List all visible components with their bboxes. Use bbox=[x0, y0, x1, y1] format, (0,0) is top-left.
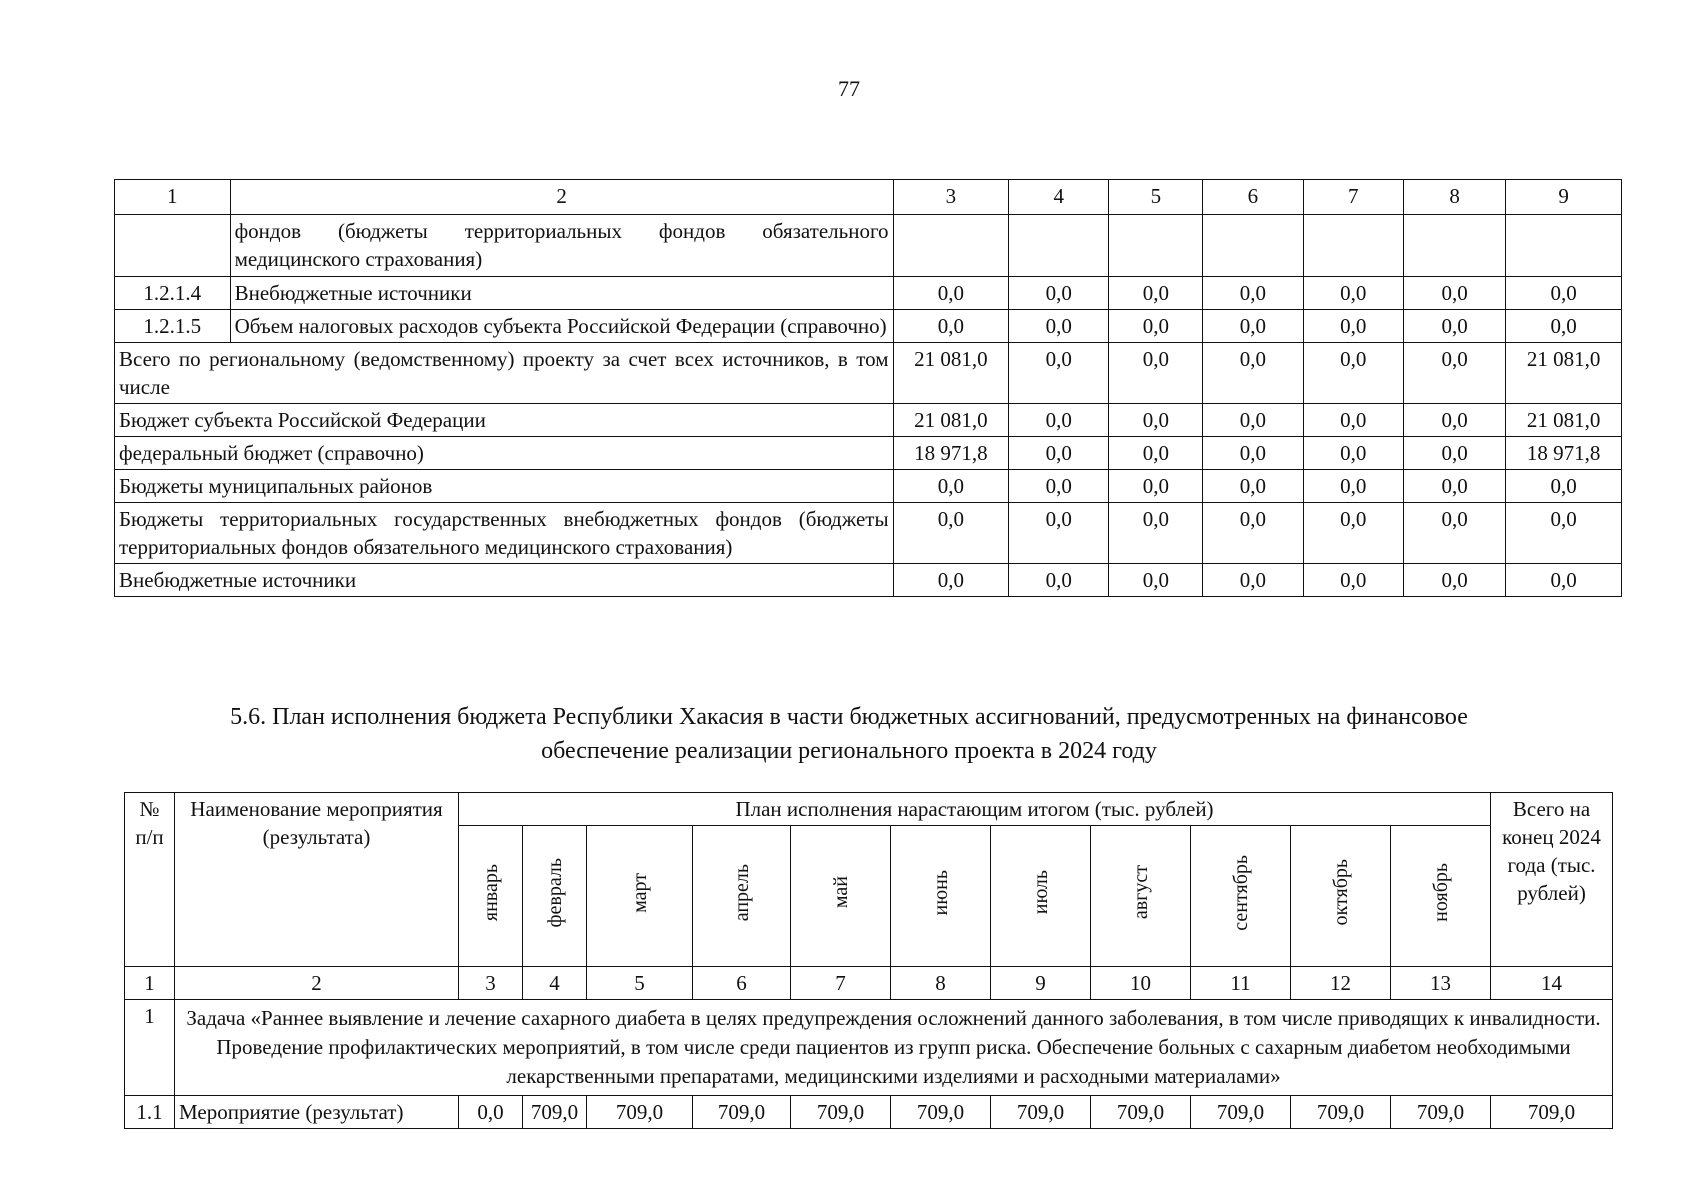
row-number: 1.2.1.4 bbox=[115, 277, 231, 310]
table-row bbox=[115, 277, 1622, 310]
total-row bbox=[115, 503, 1622, 564]
cell-value: 0,0 bbox=[1109, 470, 1203, 503]
total-row bbox=[115, 564, 1622, 597]
cell-value: 0,0 bbox=[1403, 404, 1506, 437]
cell-value: 0,0 bbox=[1009, 564, 1109, 597]
cell-value: 0,0 bbox=[1403, 470, 1506, 503]
month-header bbox=[693, 826, 791, 967]
cell-value: 0,0 bbox=[1009, 404, 1109, 437]
month-label: ноябрь bbox=[1429, 863, 1452, 922]
month-header bbox=[791, 826, 891, 967]
cell-value: 0,0 bbox=[1203, 564, 1303, 597]
month-label: март bbox=[628, 872, 651, 913]
column-number: 11 bbox=[1191, 967, 1291, 1000]
column-number: 4 bbox=[523, 967, 587, 1000]
month-header bbox=[523, 826, 587, 967]
total-row bbox=[115, 470, 1622, 503]
row-label: Объем налоговых расходов субъекта Российской Федерации (справочно) bbox=[230, 310, 893, 343]
column-number: 3 bbox=[893, 180, 1009, 215]
cell-value bbox=[1403, 215, 1506, 277]
cell-value: 0,0 bbox=[1303, 470, 1403, 503]
cell-value: 0,0 bbox=[1203, 404, 1303, 437]
cell-value: 0,0 bbox=[1403, 343, 1506, 404]
column-number: 6 bbox=[1203, 180, 1303, 215]
column-number: 4 bbox=[1009, 180, 1109, 215]
row-number: 1.2.1.5 bbox=[115, 310, 231, 343]
cell-value: 0,0 bbox=[1009, 437, 1109, 470]
cell-value: 21 081,0 bbox=[1506, 343, 1622, 404]
cell-value: 0,0 bbox=[1506, 503, 1622, 564]
total-label: Бюджет субъекта Российской Федерации bbox=[115, 404, 894, 437]
cell-value: 0,0 bbox=[1109, 503, 1203, 564]
month-header bbox=[587, 826, 693, 967]
header-number: № п/п bbox=[125, 793, 175, 967]
column-number: 7 bbox=[791, 967, 891, 1000]
cell-value: 21 081,0 bbox=[1506, 404, 1622, 437]
month-label: январь bbox=[479, 863, 502, 922]
cell-value bbox=[1203, 215, 1303, 277]
cell-value: 709,0 bbox=[891, 1096, 991, 1129]
cell-value: 0,0 bbox=[1203, 343, 1303, 404]
cell-value bbox=[1506, 215, 1622, 277]
cell-value: 0,0 bbox=[1109, 404, 1203, 437]
column-number: 2 bbox=[175, 967, 459, 1000]
header-total: Всего на конец 2024 года (тыс. рублей) bbox=[1491, 793, 1613, 967]
cell-value: 0,0 bbox=[1009, 310, 1109, 343]
total-label: Бюджеты муниципальных районов bbox=[115, 470, 894, 503]
cell-value bbox=[893, 215, 1009, 277]
column-number: 6 bbox=[693, 967, 791, 1000]
month-label: октябрь bbox=[1329, 859, 1352, 926]
cell-value: 0,0 bbox=[1506, 310, 1622, 343]
cell-value: 0,0 bbox=[1303, 343, 1403, 404]
cell-value: 18 971,8 bbox=[1506, 437, 1622, 470]
row-number: 1.1 bbox=[125, 1096, 175, 1129]
month-label: сентябрь bbox=[1229, 854, 1252, 931]
header-name: Наименование мероприятия (результата) bbox=[175, 793, 459, 967]
budget-sources-table bbox=[114, 179, 1622, 597]
cell-value: 0,0 bbox=[1009, 343, 1109, 404]
cell-value: 0,0 bbox=[893, 470, 1009, 503]
column-number: 12 bbox=[1291, 967, 1391, 1000]
cell-value: 0,0 bbox=[893, 564, 1009, 597]
section-title-line: 5.6. План исполнения бюджета Республики Хакасия в части бюджетных ассигнований, предусмотренных на финансовое bbox=[230, 704, 1468, 730]
column-number: 13 bbox=[1391, 967, 1491, 1000]
total-label: Всего по региональному (ведомственному) проекту за счет всех источников, в том числе bbox=[115, 343, 894, 404]
cell-value: 0,0 bbox=[1403, 277, 1506, 310]
column-number: 14 bbox=[1491, 967, 1613, 1000]
row-name: Мероприятие (результат) bbox=[175, 1096, 459, 1129]
cell-value: 0,0 bbox=[1506, 564, 1622, 597]
total-label: Внебюджетные источники bbox=[115, 564, 894, 597]
cell-value: 0,0 bbox=[1203, 310, 1303, 343]
cell-value: 0,0 bbox=[1109, 310, 1203, 343]
cell-value: 0,0 bbox=[1303, 310, 1403, 343]
cell-value: 0,0 bbox=[1203, 503, 1303, 564]
table-header-row bbox=[115, 180, 1622, 215]
cell-value: 709,0 bbox=[1391, 1096, 1491, 1129]
column-number: 10 bbox=[1091, 967, 1191, 1000]
column-number: 8 bbox=[891, 967, 991, 1000]
column-number: 5 bbox=[587, 967, 693, 1000]
cell-value: 18 971,8 bbox=[893, 437, 1009, 470]
cell-value: 709,0 bbox=[1091, 1096, 1191, 1129]
cell-value: 0,0 bbox=[1506, 470, 1622, 503]
row-number bbox=[115, 215, 231, 277]
cell-value: 709,0 bbox=[523, 1096, 587, 1129]
column-number: 1 bbox=[125, 967, 175, 1000]
cell-value: 709,0 bbox=[791, 1096, 891, 1129]
cell-value: 0,0 bbox=[1109, 564, 1203, 597]
cell-value: 0,0 bbox=[1303, 437, 1403, 470]
total-row bbox=[115, 404, 1622, 437]
cell-value: 0,0 bbox=[1009, 470, 1109, 503]
page-number: 77 bbox=[838, 76, 860, 101]
total-row bbox=[115, 343, 1622, 404]
cell-value: 0,0 bbox=[1203, 437, 1303, 470]
column-number: 2 bbox=[230, 180, 893, 215]
table-row bbox=[115, 215, 1622, 277]
total-row bbox=[115, 437, 1622, 470]
cell-value: 21 081,0 bbox=[893, 404, 1009, 437]
task-row bbox=[125, 1000, 1613, 1096]
cell-value: 0,0 bbox=[1403, 437, 1506, 470]
cell-value: 0,0 bbox=[1303, 503, 1403, 564]
cell-value: 0,0 bbox=[1303, 564, 1403, 597]
table-header-row bbox=[125, 793, 1613, 826]
cell-value: 709,0 bbox=[1291, 1096, 1391, 1129]
section-title bbox=[100, 700, 1598, 768]
cell-value: 709,0 bbox=[693, 1096, 791, 1129]
cell-value: 0,0 bbox=[893, 310, 1009, 343]
cell-value: 0,0 bbox=[1403, 564, 1506, 597]
cell-value bbox=[1109, 215, 1203, 277]
total-label: федеральный бюджет (справочно) bbox=[115, 437, 894, 470]
month-header bbox=[1191, 826, 1291, 967]
column-number: 8 bbox=[1403, 180, 1506, 215]
cell-value: 709,0 bbox=[1191, 1096, 1291, 1129]
column-number: 7 bbox=[1303, 180, 1403, 215]
cell-value: 0,0 bbox=[1403, 310, 1506, 343]
column-number: 9 bbox=[1506, 180, 1622, 215]
cell-value: 0,0 bbox=[1009, 277, 1109, 310]
cell-value: 0,0 bbox=[1109, 437, 1203, 470]
month-label: май bbox=[829, 876, 852, 909]
table-row bbox=[115, 310, 1622, 343]
month-header bbox=[991, 826, 1091, 967]
month-header bbox=[1091, 826, 1191, 967]
column-number: 1 bbox=[115, 180, 231, 215]
cell-value: 0,0 bbox=[1203, 470, 1303, 503]
cell-value: 0,0 bbox=[1009, 503, 1109, 564]
cell-value: 0,0 bbox=[893, 503, 1009, 564]
cell-value: 0,0 bbox=[1109, 277, 1203, 310]
month-label: август bbox=[1129, 865, 1152, 920]
cell-value: 0,0 bbox=[1203, 277, 1303, 310]
cell-value: 0,0 bbox=[1303, 277, 1403, 310]
section-title-line: обеспечение реализации регионального проекта в 2024 году bbox=[541, 738, 1157, 764]
budget-execution-plan-table bbox=[124, 792, 1613, 1129]
column-numbers-row bbox=[125, 967, 1613, 1000]
cell-value: 0,0 bbox=[1506, 277, 1622, 310]
total-label: Бюджеты территориальных государственных внебюджетных фондов (бюджеты территориальных фондов обязательного медицинского страхования) bbox=[115, 503, 894, 564]
row-label: фондов (бюджеты территориальных фондов обязательного медицинского страхования) bbox=[230, 215, 893, 277]
column-number: 3 bbox=[459, 967, 523, 1000]
row-label: Внебюджетные источники bbox=[230, 277, 893, 310]
cell-value: 0,0 bbox=[459, 1096, 523, 1129]
cell-value bbox=[1303, 215, 1403, 277]
table-row bbox=[125, 1096, 1613, 1129]
cell-value: 709,0 bbox=[991, 1096, 1091, 1129]
cell-value: 0,0 bbox=[893, 277, 1009, 310]
month-label: июль bbox=[1029, 870, 1052, 915]
column-number: 9 bbox=[991, 967, 1091, 1000]
month-label: июнь bbox=[929, 869, 952, 916]
task-number: 1 bbox=[125, 1000, 175, 1096]
header-plan: План исполнения нарастающим итогом (тыс. рублей) bbox=[459, 793, 1491, 826]
month-header bbox=[459, 826, 523, 967]
cell-value: 709,0 bbox=[1491, 1096, 1613, 1129]
cell-value bbox=[1009, 215, 1109, 277]
month-header bbox=[891, 826, 991, 967]
cell-value: 21 081,0 bbox=[893, 343, 1009, 404]
month-header bbox=[1291, 826, 1391, 967]
cell-value: 709,0 bbox=[587, 1096, 693, 1129]
column-number: 5 bbox=[1109, 180, 1203, 215]
cell-value: 0,0 bbox=[1303, 404, 1403, 437]
task-text: Задача «Раннее выявление и лечение сахарного диабета в целях предупреждения осложнений данного заболевания, в том числе приводящих к инвалидности. Проведение профилактических мероприятий, в том числе среди пациентов из групп риска. Обеспечение больных с сахарным диабетом необходимыми лекарственными препаратами, медицинскими изделиями и расходными материалами» bbox=[175, 1000, 1613, 1096]
month-header bbox=[1391, 826, 1491, 967]
month-label: февраль bbox=[543, 857, 566, 928]
cell-value: 0,0 bbox=[1403, 503, 1506, 564]
month-label: апрель bbox=[730, 863, 753, 922]
cell-value: 0,0 bbox=[1109, 343, 1203, 404]
